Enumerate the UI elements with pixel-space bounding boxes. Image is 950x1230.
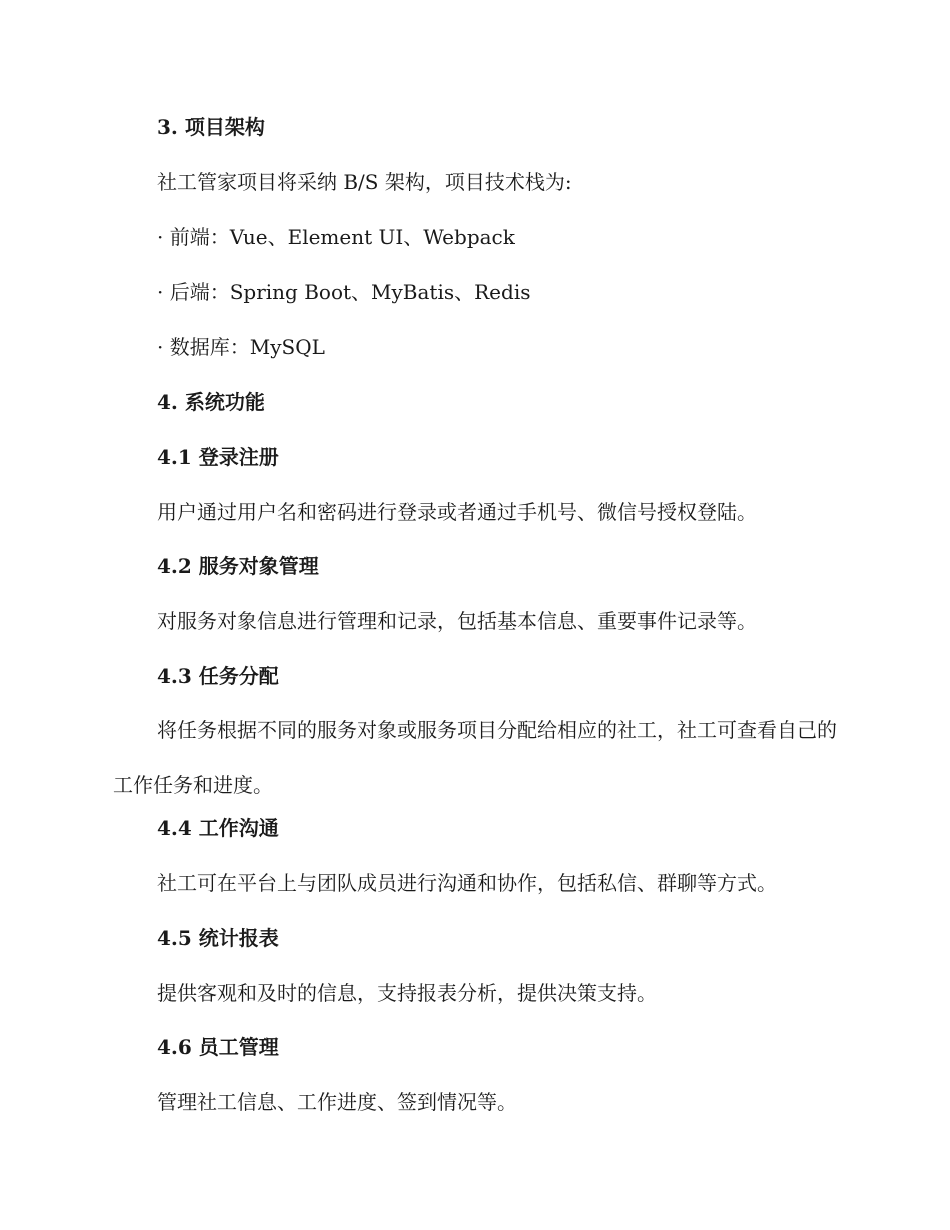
paragraph-staff: 管理社工信息、工作进度、签到情况等。 [157, 1090, 517, 1114]
subsection-heading-report: 4.5 统计报表 [157, 926, 279, 950]
list-item-backend: · 后端：Spring Boot、MyBatis、Redis [157, 280, 531, 304]
list-item-database: · 数据库：MySQL [157, 335, 325, 359]
paragraph-login: 用户通过用户名和密码进行登录或者通过手机号、微信号授权登陆。 [157, 500, 757, 524]
subsection-heading-login: 4.1 登录注册 [157, 445, 279, 469]
list-item-frontend: · 前端：Vue、Element UI、Webpack [157, 225, 515, 249]
paragraph-client: 对服务对象信息进行管理和记录，包括基本信息、重要事件记录等。 [157, 609, 757, 633]
paragraph-task: 将任务根据不同的服务对象或服务项目分配给相应的社工，社工可查看自己的工作任务和进度。 [113, 718, 837, 797]
subsection-heading-client: 4.2 服务对象管理 [157, 554, 319, 578]
paragraph-architecture-intro: 社工管家项目将采纳 B/S 架构，项目技术栈为: [157, 170, 572, 194]
paragraph-report: 提供客观和及时的信息，支持报表分析，提供决策支持。 [157, 981, 657, 1005]
paragraph-communication: 社工可在平台上与团队成员进行沟通和协作，包括私信、群聊等方式。 [157, 871, 777, 895]
subsection-heading-communication: 4.4 工作沟通 [157, 816, 279, 840]
subsection-heading-staff: 4.6 员工管理 [157, 1035, 279, 1059]
subsection-heading-task: 4.3 任务分配 [157, 664, 279, 688]
section-heading-architecture: 3. 项目架构 [157, 115, 265, 139]
section-heading-functions: 4. 系统功能 [157, 390, 265, 414]
